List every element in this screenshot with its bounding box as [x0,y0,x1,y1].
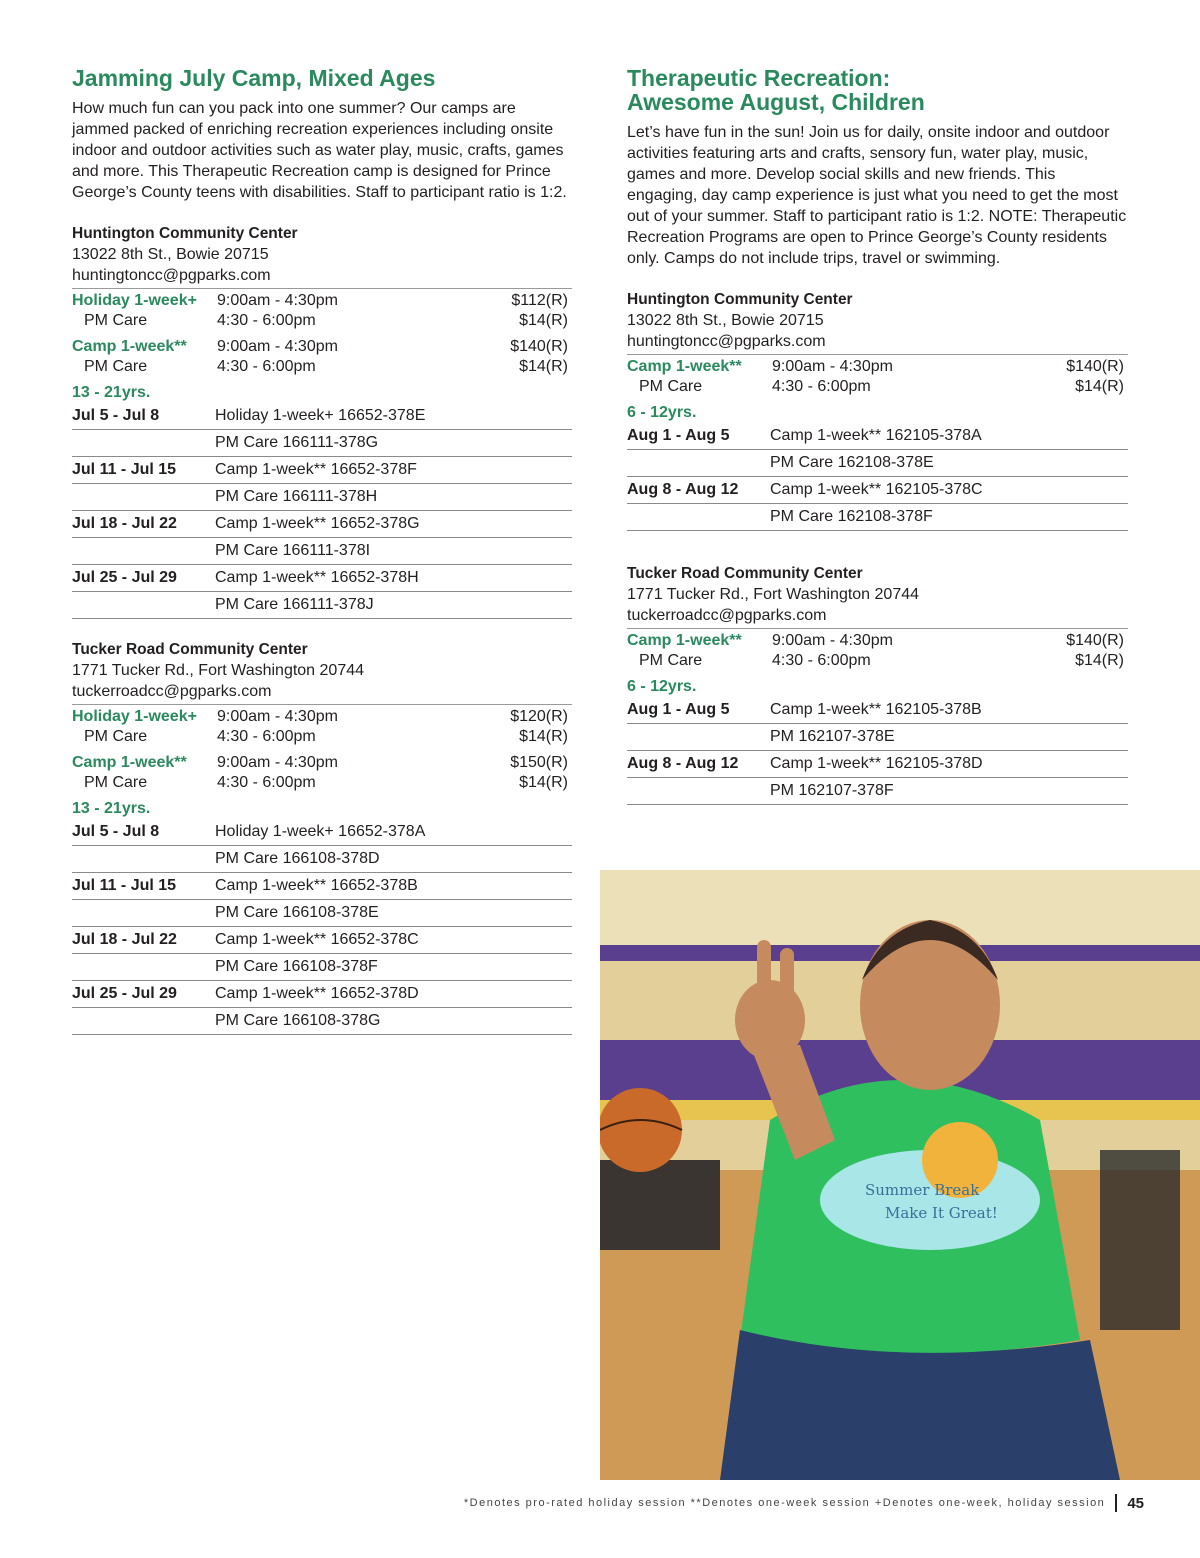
session-row [72,819,572,846]
session-row [72,538,572,565]
session-row [72,457,572,484]
session-row [72,403,572,430]
price-time: 4:30 - 6:00pm [217,774,316,791]
price-group [627,631,1128,671]
session-row [72,592,572,619]
age-range: 6 - 12yrs. [627,404,697,421]
price-time: 4:30 - 6:00pm [772,378,871,395]
price-label: Holiday 1-week+ [72,708,197,725]
price-time: 9:00am - 4:30pm [217,754,338,771]
section-description: How much fun can you pack into one summer? Our camps are jammed packed of enriching recreation experiences including onsite indoor and outdoor activities such as water play, music, crafts, games and more. This Therapeutic Recreation camp is designed for Prince George’s County teens with disabilities. Staff to participant ratio is 1:2. [72,100,567,201]
price-group [72,291,572,331]
session-row [72,873,572,900]
session-row [627,450,1128,477]
session-row [627,504,1128,531]
session-row [627,724,1128,751]
price-group [72,707,572,747]
price-time: 9:00am - 4:30pm [217,708,338,725]
price-value: $140(R) [1066,632,1124,649]
session-date [627,450,770,476]
session-code: Camp 1-week** 162105-378C [770,481,983,498]
center-block [72,223,572,619]
session-date: Jul 5 - Jul 8 [72,823,160,840]
session-date: Jul 25 - Jul 29 [72,985,177,1002]
session-date [72,1008,215,1034]
price-value: $150(R) [510,754,568,771]
center-name: Tucker Road Community Center [72,641,308,658]
center-name: Huntington Community Center [72,225,298,242]
price-label: Camp 1-week** [627,358,742,375]
price-time: 4:30 - 6:00pm [217,728,316,745]
session-code: PM Care 166108-378G [215,1012,381,1029]
session-row [72,846,572,873]
price-time: 9:00am - 4:30pm [217,292,338,309]
session-row [72,565,572,592]
page-number: 45 [1127,1494,1144,1512]
center-address: 1771 Tucker Rd., Fort Washington 20744 [627,586,920,603]
session-list [627,423,1128,531]
price-time: 9:00am - 4:30pm [772,632,893,649]
session-row [627,423,1128,450]
price-label: Camp 1-week** [72,754,187,771]
session-row [627,751,1128,778]
price-table [627,628,1128,671]
center-block [627,289,1128,531]
age-range: 13 - 21yrs. [72,384,151,401]
session-code: PM Care 166111-378J [215,596,374,613]
price-value: $14(R) [519,312,568,329]
session-date [72,538,215,564]
session-date: Aug 8 - Aug 12 [627,755,739,772]
session-date [72,484,215,510]
price-value: $140(R) [1066,358,1124,375]
price-value: $120(R) [510,708,568,725]
camp-photo [600,870,1200,1480]
shirt-text-line2: Make It Great! [885,1204,998,1222]
section-title-line1: Therapeutic Recreation: [627,65,891,91]
face [860,920,1000,1090]
session-date: Jul 5 - Jul 8 [72,407,160,424]
center-email[interactable]: tuckerroadcc@pgparks.com [72,683,272,700]
price-table [72,288,572,377]
session-code: Camp 1-week** 16652-378H [215,569,419,586]
session-code: Camp 1-week** 16652-378D [215,985,419,1002]
session-row [627,697,1128,724]
price-label: PM Care [639,378,703,395]
session-code: Camp 1-week** 16652-378G [215,515,420,532]
session-date: Aug 1 - Aug 5 [627,701,730,718]
center-name: Tucker Road Community Center [627,565,863,582]
price-label: PM Care [84,728,148,745]
session-code: PM Care 166108-378D [215,850,380,867]
footer-divider [1115,1494,1117,1512]
center-address: 13022 8th St., Bowie 20715 [72,246,269,263]
session-date: Jul 11 - Jul 15 [72,461,177,478]
session-row [627,477,1128,504]
session-code: Camp 1-week** 16652-378B [215,877,418,894]
price-table [72,704,572,793]
session-code: PM 162107-378F [770,782,894,799]
session-code: PM 162107-378E [770,728,895,745]
center-email[interactable]: tuckerroadcc@pgparks.com [627,607,827,624]
session-row [627,778,1128,805]
section-description: Let’s have fun in the sun! Join us for daily, onsite indoor and outdoor activities featuring arts and crafts, sensory fun, water play, music, games and more. Develop social skills and new friends. This engaging, day camp experience is just what you need to get the most out of your summer. Staff to participant ratio is 1:2. NOTE: Therapeutic Recreation Programs are open to Prince George’s County residents only. Camps do not include trips, travel or swimming. [627,124,1127,267]
center-block [627,563,1128,805]
session-code: PM Care 166108-378E [215,904,379,921]
session-row [72,927,572,954]
price-table [627,354,1128,397]
session-date [72,846,215,872]
price-group [72,753,572,793]
session-date: Jul 25 - Jul 29 [72,569,177,586]
session-row [72,484,572,511]
finger [757,940,771,1010]
session-code: Holiday 1-week+ 16652-378A [215,823,426,840]
session-date [627,724,770,750]
price-label: Holiday 1-week+ [72,292,197,309]
center-block [72,639,572,1035]
camp-photo-illustration [600,870,1200,1480]
price-value: $14(R) [1075,652,1124,669]
session-code: PM Care 162108-378E [770,454,934,471]
age-range: 13 - 21yrs. [72,800,151,817]
session-date [627,504,770,530]
session-code: Camp 1-week** 16652-378C [215,931,419,948]
center-address: 1771 Tucker Rd., Fort Washington 20744 [72,662,365,679]
price-label: PM Care [84,774,148,791]
price-label: Camp 1-week** [72,338,187,355]
price-group [72,337,572,377]
price-value: $14(R) [519,728,568,745]
session-row [72,511,572,538]
page-footer [464,1494,1144,1512]
session-code: Camp 1-week** 162105-378D [770,755,983,772]
shirt-text-line1: Summer Break [865,1181,980,1199]
center-address: 13022 8th St., Bowie 20715 [627,312,824,329]
session-code: PM Care 166108-378F [215,958,378,975]
session-date [72,954,215,980]
session-date: Aug 1 - Aug 5 [627,427,730,444]
center-name: Huntington Community Center [627,291,853,308]
price-time: 9:00am - 4:30pm [772,358,893,375]
footer-note: *Denotes pro-rated holiday session **Denotes one-week session +Denotes one-week, holiday session [463,1497,1106,1509]
session-row [72,1008,572,1035]
price-label: PM Care [639,652,703,669]
session-list [72,819,572,1035]
session-code: PM Care 166111-378I [215,542,371,559]
section-title-line2: Awesome August, Children [627,89,925,115]
price-label: Camp 1-week** [627,632,742,649]
session-date: Aug 8 - Aug 12 [627,481,739,498]
chair [1100,1150,1180,1330]
finger [780,948,794,1018]
session-code: Camp 1-week** 162105-378A [770,427,982,444]
price-value: $14(R) [1075,378,1124,395]
price-value: $112(R) [511,292,568,309]
price-time: 4:30 - 6:00pm [217,358,316,375]
left-column [72,66,572,1035]
session-code: PM Care 166111-378G [215,434,379,451]
session-code: Holiday 1-week+ 16652-378E [215,407,426,424]
session-row [72,430,572,457]
session-date: Jul 18 - Jul 22 [72,931,177,948]
section-title: Jamming July Camp, Mixed Ages [72,65,436,91]
session-code: PM Care 166111-378H [215,488,378,505]
price-label: PM Care [84,358,148,375]
session-date [627,778,770,804]
table [600,1160,720,1250]
price-time: 9:00am - 4:30pm [217,338,338,355]
session-row [72,900,572,927]
session-date: Jul 11 - Jul 15 [72,877,177,894]
price-time: 4:30 - 6:00pm [772,652,871,669]
price-time: 4:30 - 6:00pm [217,312,316,329]
session-list [72,403,572,619]
center-email[interactable]: huntingtoncc@pgparks.com [72,267,271,284]
session-code: PM Care 162108-378F [770,508,933,525]
session-code: Camp 1-week** 16652-378F [215,461,417,478]
price-label: PM Care [84,312,148,329]
price-value: $14(R) [519,774,568,791]
center-email[interactable]: huntingtoncc@pgparks.com [627,333,826,350]
price-value: $14(R) [519,358,568,375]
age-range: 6 - 12yrs. [627,678,697,695]
session-date [72,430,215,456]
right-column [627,66,1128,805]
session-list [627,697,1128,805]
price-group [627,357,1128,397]
section-title [627,66,1128,114]
session-row [72,954,572,981]
session-code: Camp 1-week** 162105-378B [770,701,982,718]
session-date [72,592,215,618]
session-row [72,981,572,1008]
price-value: $140(R) [510,338,568,355]
basketball [600,1088,682,1172]
session-date [72,900,215,926]
session-date: Jul 18 - Jul 22 [72,515,177,532]
